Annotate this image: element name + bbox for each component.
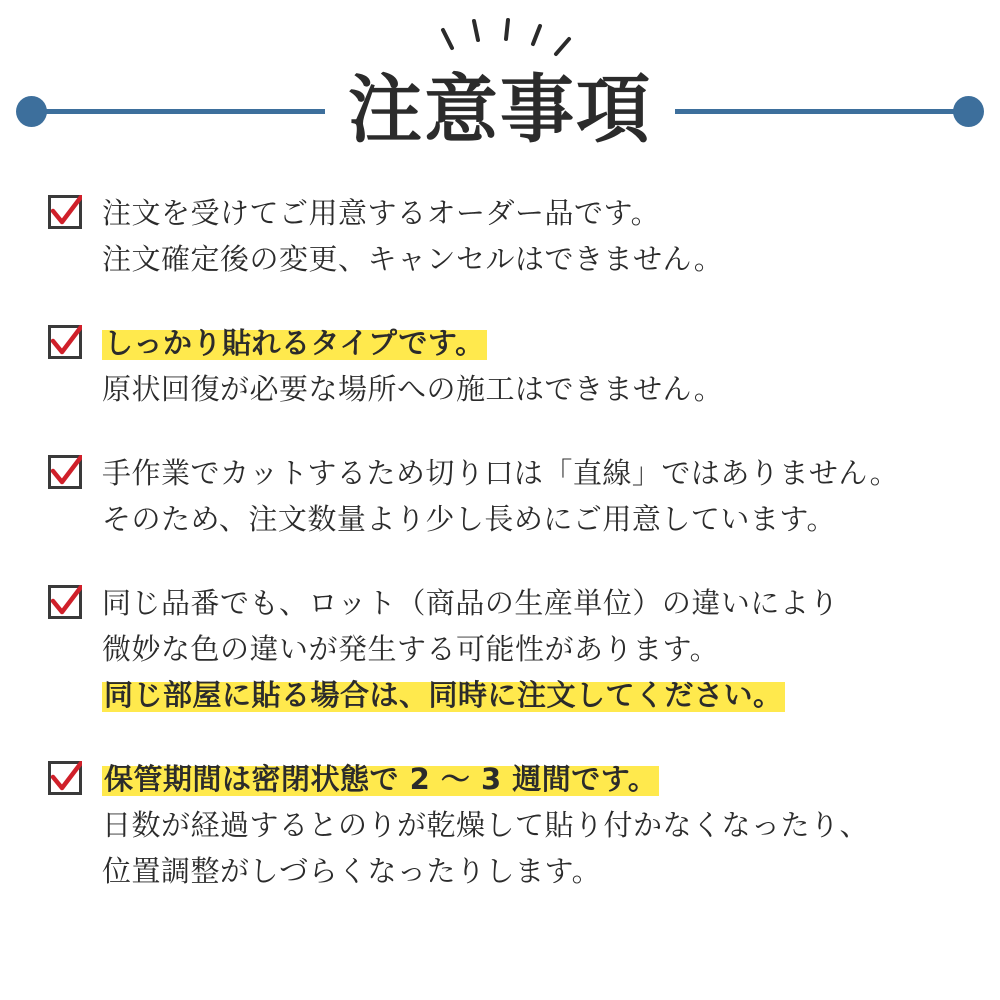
list-item-text bbox=[102, 580, 960, 718]
page-title: 注意事項 bbox=[348, 67, 652, 153]
checkbox-checked-icon bbox=[48, 761, 82, 795]
list-item bbox=[48, 450, 960, 542]
list-item bbox=[48, 320, 960, 412]
list-item-text bbox=[102, 320, 960, 412]
note-line: 原状回復が必要な場所への施工はできません。 bbox=[102, 372, 724, 406]
note-line: 日数が経過するとのりが乾燥して貼り付かなくなったり、 bbox=[102, 808, 870, 842]
note-line: そのため、注文数量より少し長めにご用意しています。 bbox=[102, 502, 837, 536]
sparkle-lines-icon bbox=[0, 18, 1000, 68]
list-item-text bbox=[102, 190, 960, 282]
note-line: 注文を受けてご用意するオーダー品です。 bbox=[102, 196, 661, 230]
note-line: 位置調整がしづらくなったりします。 bbox=[102, 854, 602, 888]
notice-list bbox=[0, 190, 1000, 932]
note-line: 微妙な色の違いが発生する可能性があります。 bbox=[102, 632, 720, 666]
list-item bbox=[48, 580, 960, 718]
page-header bbox=[0, 0, 1000, 175]
note-line: 同じ品番でも、ロット（商品の生産単位）の違いにより bbox=[102, 586, 839, 620]
list-item-text bbox=[102, 756, 960, 894]
highlight-text: 保管期間は密閉状態で 2 ～ 3 週間です。 bbox=[104, 762, 658, 796]
note-line: 手作業でカットするため切り口は「直線」ではありません。 bbox=[102, 456, 900, 490]
checkbox-checked-icon bbox=[48, 585, 82, 619]
highlight-text: しっかり貼れるタイプです。 bbox=[104, 326, 485, 360]
list-item bbox=[48, 190, 960, 282]
checkbox-checked-icon bbox=[48, 325, 82, 359]
note-line: 注文確定後の変更、キャンセルはできません。 bbox=[102, 242, 724, 276]
highlight-text: 同じ部屋に貼る場合は、同時に注文してください。 bbox=[104, 678, 783, 712]
note-line-highlighted bbox=[102, 672, 960, 718]
checkbox-checked-icon bbox=[48, 195, 82, 229]
list-item bbox=[48, 756, 960, 894]
note-line-highlighted bbox=[102, 320, 960, 366]
list-item-text bbox=[102, 450, 960, 542]
note-line-highlighted bbox=[102, 756, 960, 802]
checkbox-checked-icon bbox=[48, 455, 82, 489]
